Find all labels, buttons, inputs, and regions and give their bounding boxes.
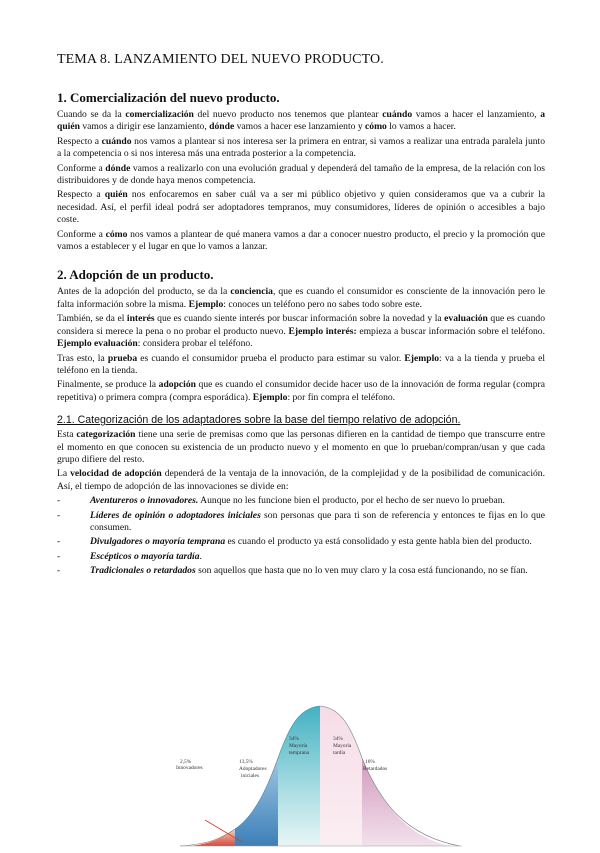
list-item: - Tradicionales o retardados son aquellos que hasta que no lo ven muy claro y la cosa está funcionando, no se fían. — [57, 565, 545, 577]
label-adopt-name-2: iniciales — [241, 773, 259, 779]
sec1-paragraph-5: Conforme a cómo nos vamos a plantear de qué manera vamos a dar a conocer nuestro producto, el precio y la promoción que vamos a establecer y el lugar en que lo vamos a lanzar. — [57, 228, 545, 253]
sec1-paragraph-3: Conforme a dónde vamos a realizarlo con una evolución gradual y dependerá del tamaño de la empresa, de la relación con los distribuidores y de donde haya menos competencia. — [57, 162, 545, 187]
adoption-bell-curve — [150, 702, 470, 848]
section-1-heading: 1. Comercialización del nuevo producto. — [57, 90, 280, 105]
label-innov-pct: 2,5% — [180, 759, 192, 765]
bell-curve-svg — [150, 702, 470, 848]
segment-mayoria-temprana — [278, 706, 320, 846]
label-laggard-name: Retardados — [363, 766, 388, 772]
section-2-heading: 2. Adopción de un producto. — [57, 267, 214, 283]
sec2-paragraph-2: También, se da el interés que es cuando siente interés por buscar información sobre la novedad y la evaluación que es cuando considera si merece la pena o no probar el producto nuevo. Ejemplo interés: empieza a buscar información sobre el teléfono. Ejemplo evaluación: considera probar el teléfono. — [57, 313, 546, 350]
label-innov-name: Innovadores — [176, 765, 203, 771]
label-late-name-1: Mayoría — [333, 743, 352, 749]
adopter-categories-list — [57, 495, 545, 577]
list-item: - Divulgadores o mayoría temprana es cuando el producto ya está consolidado y esta gente habla bien del producto. — [57, 536, 545, 548]
document-page — [57, 52, 545, 580]
label-early-pct: 34% — [289, 736, 299, 742]
sec21-paragraph-1: Esta categorización tiene una serie de premisas como que las personas difieren en la cantidad de tiempo que transcurre entre el momento en que conocen su existencia de un producto nuevo y el momento en que lo prueban/compran/usan y que cada grupo difiere del resto. — [57, 429, 545, 465]
sec1-paragraph-4: Respecto a quién nos enfocaremos en saber cuál va a ser mi público objetivo y quien consideramos que va a cubrir la necesidad. Así, el perfil ideal podrá ser adoptadores tempranos, muy consumidores, líderes de opinión o accesibles a bajo coste. — [57, 189, 545, 226]
label-adopt-name-1: Adoptadores — [239, 766, 267, 772]
sec1-paragraph-2: Respecto a cuándo nos vamos a plantear si nos interesa ser la primera en entrar, si vamos a realizar una entrada paralela junto a la competencia o si nos interesa más una entrada posterior a la competencia. — [57, 135, 545, 160]
sec1-paragraph-1: Cuando se da la comercialización del nuevo producto nos tenemos que plantear cuándo vamos a hacer el lanzamiento, a quién vamos a dirigir ese lanzamiento, dónde vamos a hacer ese lanzamiento y cómo lo vamos a hacer. — [57, 109, 545, 133]
label-laggard-pct: 16% — [365, 759, 375, 765]
sec2-paragraph-1: Antes de la adopción del producto, se da la conciencia, que es cuando el consumidor es consciente de la innovación pero le falta información sobre la misma. Ejemplo: conoces un teléfono pero no sabes todo sobre este. — [57, 286, 545, 310]
label-early-name-2: temprana — [289, 750, 310, 756]
subsection-2-1-heading: 2.1. Categorización de los adaptadores sobre la base del tiempo relativo de adopción. — [57, 414, 461, 427]
list-item: - Líderes de opinión o adoptadores iniciales son personas que para ti son de referencia y entonces te fijas en lo que consumen. — [57, 510, 545, 535]
list-item: - Aventureros o innovadores. Aunque no les funcione bien el producto, por el hecho de ser nuevo lo prueban. — [57, 495, 545, 507]
sec2-paragraph-4: Finalmente, se produce la adopción que es cuando el consumidor decide hacer uso de la innovación de forma regular (compra repetitiva) o primera compra (compra esporádica). Ejemplo: por fin compra el teléfono. — [57, 379, 546, 403]
label-late-name-2: tardía — [333, 750, 346, 756]
sec21-paragraph-2: La velocidad de adopción dependerá de la ventaja de la innovación, de la complejidad y de la posibilidad de comunicación. Así, el tiempo de adopción de las innovaciones se divide en: — [57, 468, 545, 492]
label-late-pct: 34% — [333, 736, 343, 742]
document-title: TEMA 8. LANZAMIENTO DEL NUEVO PRODUCTO. — [57, 52, 384, 67]
segment-mayoria-tardia — [320, 706, 362, 846]
label-early-name-1: Mayoría — [289, 743, 308, 749]
sec2-paragraph-3: Tras esto, la prueba es cuando el consumidor prueba el producto para estimar su valor. Ejemplo: va a la tienda y prueba el teléfono en la tienda. — [57, 352, 545, 376]
label-adopt-pct: 13,5% — [239, 759, 253, 765]
list-item: - Escépticos o mayoría tardía. — [57, 551, 545, 563]
segment-innovadores — [190, 829, 235, 846]
